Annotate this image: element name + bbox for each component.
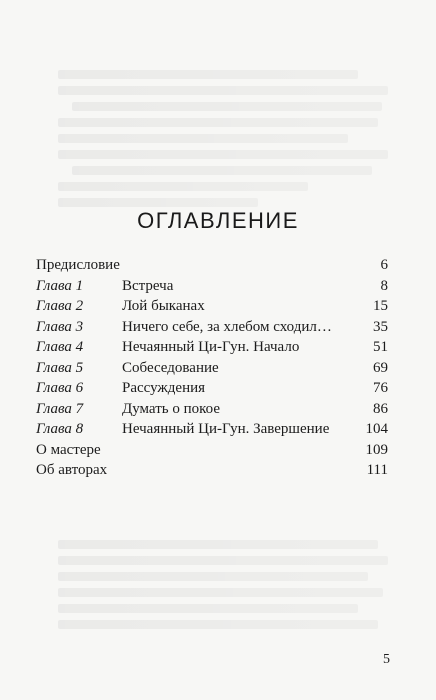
- toc-entry-page: 104: [365, 421, 388, 437]
- toc-entry-chapter-label: Глава 1: [36, 277, 84, 294]
- toc-entry[interactable]: [36, 378, 388, 399]
- toc-entry[interactable]: [36, 317, 388, 338]
- toc-entry-title: Об авторах: [36, 462, 108, 478]
- toc-entry[interactable]: [36, 337, 388, 358]
- toc-entry-chapter-label: Глава 6: [36, 380, 84, 396]
- table-of-contents: [36, 255, 388, 481]
- toc-entry-chapter-label: Глава 2: [36, 298, 84, 314]
- toc-entry-title: Думать о покое: [122, 400, 220, 417]
- toc-entry-page: 111: [366, 462, 388, 478]
- toc-entry-title: Предисловие: [36, 257, 120, 273]
- toc-entry-title: Встреча: [122, 277, 174, 294]
- page-number: 5: [383, 652, 390, 667]
- toc-entry-page: 51: [373, 339, 388, 355]
- toc-entry[interactable]: [36, 419, 388, 440]
- toc-entry-page: 15: [373, 298, 388, 314]
- toc-entry-title: Собеседование: [122, 359, 219, 376]
- toc-entry-chapter-label: Глава 8: [36, 421, 84, 437]
- toc-entry-page: 109: [365, 441, 388, 458]
- toc-entry-title: Лой быканах: [122, 298, 205, 314]
- toc-entry[interactable]: [36, 440, 388, 461]
- page-title: ОГЛАВЛЕНИЕ: [137, 208, 299, 233]
- toc-entry-page: 35: [373, 318, 388, 335]
- toc-entry[interactable]: [36, 276, 388, 297]
- toc-entry[interactable]: [36, 399, 388, 420]
- toc-entry[interactable]: [36, 296, 388, 317]
- toc-entry-chapter-label: Глава 3: [36, 318, 84, 335]
- toc-entry-page: 86: [373, 400, 388, 417]
- toc-entry[interactable]: [36, 460, 388, 481]
- toc-entry-title: Рассуждения: [122, 380, 206, 396]
- toc-entry-chapter-label: Глава 5: [36, 359, 84, 376]
- toc-entry-page: 6: [380, 257, 388, 273]
- toc-entry-title: Ничего себе, за хлебом сходил…: [122, 318, 332, 335]
- toc-entry[interactable]: [36, 255, 388, 276]
- toc-entry-title: Нечаянный Ци-Гун. Завершение: [122, 421, 330, 437]
- toc-entry[interactable]: [36, 358, 388, 379]
- toc-entry-title: О мастере: [36, 441, 101, 458]
- toc-entry-page: 76: [373, 380, 388, 396]
- toc-entry-chapter-label: Глава 7: [36, 400, 84, 417]
- toc-entry-title: Нечаянный Ци-Гун. Начало: [122, 339, 300, 355]
- toc-entry-chapter-label: Глава 4: [36, 339, 84, 355]
- toc-entry-page: 69: [373, 359, 388, 376]
- toc-entry-page: 8: [380, 277, 388, 294]
